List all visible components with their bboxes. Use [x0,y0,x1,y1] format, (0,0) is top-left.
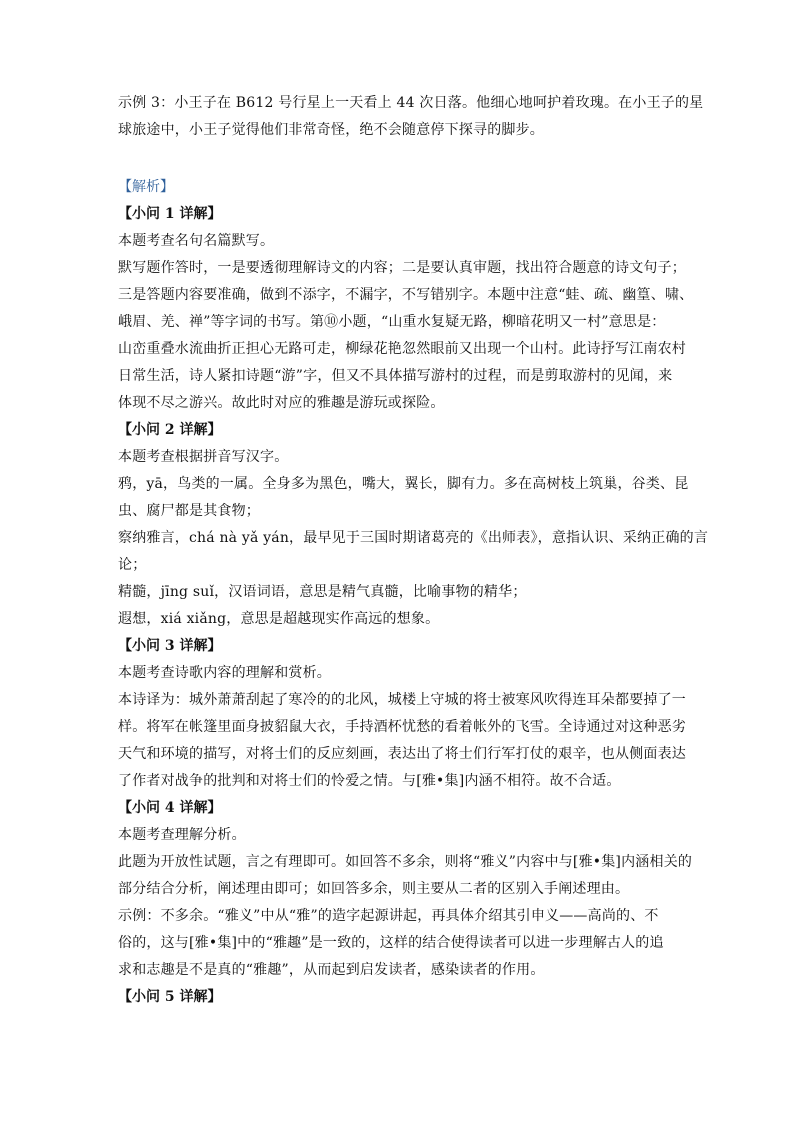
text-line: 虫、腐尸都是其食物； [118,503,260,519]
text-line: 鸦，yā，鸟类的一属。全身多为黑色，嘴大，翼长，脚有力。多在高树枝上筑巢，谷类、昆 [118,476,689,492]
question-1-title: 【小问 1 详解】 [118,206,222,222]
text-line: 体现不尽之游兴。故此时对应的雅趣是游玩或探险。 [118,395,445,411]
text-line: 示例 3：小王子在 B612 号行星上一天看上 44 次日落。他细心地呵护着玫瑰。在小王子的星 [118,95,704,111]
text-line: 默写题作答时，一是要透彻理解诗文的内容；二是要认真审题，找出符合题意的诗文句子； [118,260,686,276]
text-line: 求和志趣是不是真的“雅趣”，从而起到启发读者，感染读者的作用。 [118,962,545,978]
question-2-title: 【小问 2 详解】 [118,422,222,438]
text-line: 俗的，这与[雅•集]中的“雅趣”是一致的，这样的结合使得读者可以进一步理解古人的追 [118,935,664,951]
analysis-heading: 【解析】 [118,179,174,195]
document-body [118,90,709,1011]
text-line: 精髓，jīng suǐ，汉语词语，意思是精气真髓，比喻事物的精华； [118,584,527,600]
text-line: 本题考查根据拼音写汉字。 [118,449,289,465]
text-line: 天气和环境的描写，对将士们的反应刻画，表达出了将士们行军打仗的艰辛，也从侧面表达 [118,746,686,762]
text-line: 此题为开放性试题，言之有理即可。如回答不多余，则将“雅义”内容中与[雅•集]内涵相关的 [118,854,693,870]
text-line: 样。将军在帐篷里面身披貂鼠大衣，手持酒杯忧愁的看着帐外的飞雪。全诗通过对这种恶劣 [118,719,686,735]
text-line: 示例：不多余。“雅义”中从“雅”的造字起源讲起，再具体介绍其引申义——高尚的、不 [118,908,659,924]
text-line: 本诗译为：城外萧萧刮起了寒冷的的北风，城楼上守城的将士被寒风吹得连耳朵都要掉了一 [118,692,686,708]
text-line: 了作者对战争的批判和对将士们的怜爱之情。与[雅•集]内涵不相符。故不合适。 [118,773,621,789]
text-line: 本题考查名句名篇默写。 [118,233,275,249]
text-line: 日常生活，诗人紧扣诗题“游”字，但又不具体描写游村的过程，而是剪取游村的见闻，来 [118,368,673,384]
question-5-section [118,984,686,1011]
question-5-title: 【小问 5 详解】 [118,989,222,1005]
question-4-section [118,795,693,984]
text-line: 遐想，xiá xiǎng，意思是超越现实作高远的想象。 [118,611,440,627]
question-1-section [118,201,694,417]
question-3-title: 【小问 3 详解】 [118,638,222,654]
text-line: 部分结合分析，阐述理由即可；如回答多余，则主要从二者的区别入手阐述理由。 [118,881,630,897]
example-paragraph [118,90,704,144]
text-line: 论； [118,557,147,573]
text-line: 峨眉、羌、禅”等字词的书写。第⑩小题，“山重水复疑无路，柳暗花明又一村”意思是： [118,314,666,330]
text-line: 本题考查理解分析。 [118,827,246,843]
question-4-title: 【小问 4 详解】 [118,800,222,816]
text-line: 三是答题内容要准确，做到不添字，不漏字，不写错别字。本题中注意“蛙、疏、幽篁、啸、 [118,287,694,303]
text-line: 本题考查诗歌内容的理解和赏析。 [118,665,331,681]
question-2-section [118,417,709,633]
text-line: 察纳雅言，chá nà yǎ yán，最早见于三国时期诸葛亮的《出师表》，意指认识、采纳正确的言 [118,530,709,546]
text-line: 山峦重叠水流曲折正担心无路可走，柳绿花艳忽然眼前又出现一个山村。此诗抒写江南农村 [118,341,686,357]
text-line: 球旅途中，小王子觉得他们非常奇怪，绝不会随意停下探寻的脚步。 [118,122,544,138]
question-3-section [118,633,686,795]
